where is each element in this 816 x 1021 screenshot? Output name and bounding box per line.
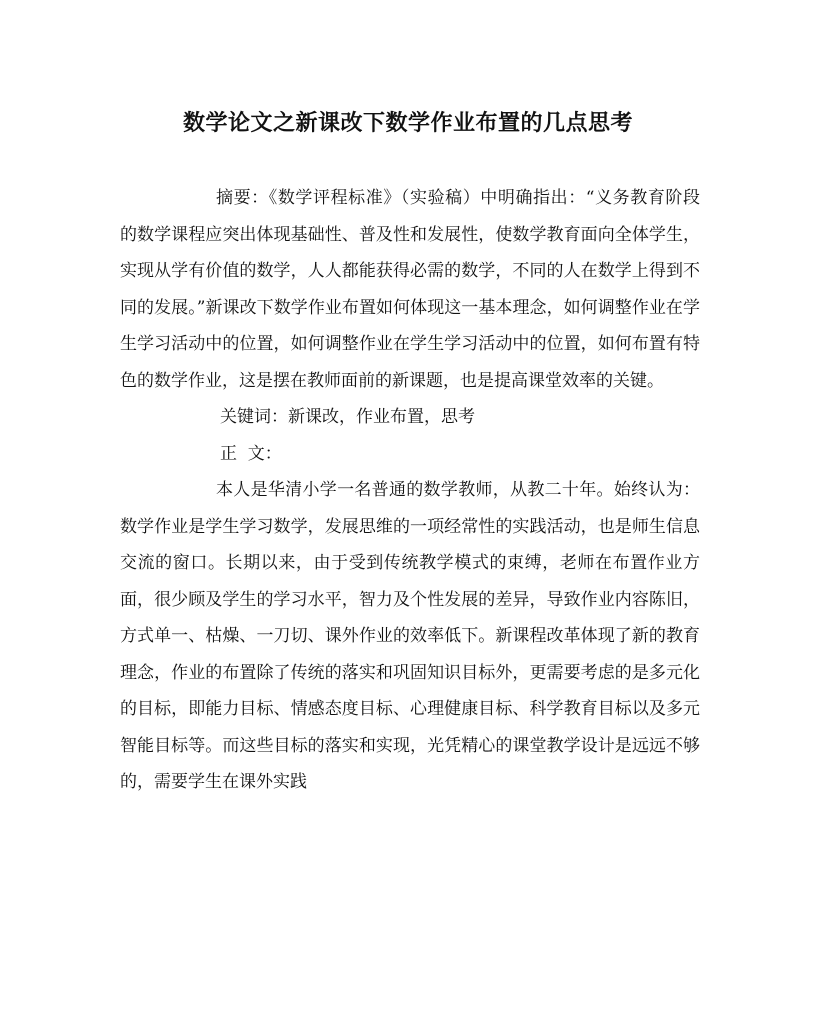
body-heading: 正 文： bbox=[220, 443, 282, 464]
keywords-line: 关键词：新课改，作业布置，思考 bbox=[220, 407, 475, 427]
document-title: 数学论文之新课改下数学作业布置的几点思考 bbox=[182, 110, 633, 136]
abstract-paragraph: 摘要：《数学评程标准》（实验稿）中明确指出：“义务教育阶段的数学课程应突出体现基础性、普及性和发展性，使数学教育面向全体学生，实现从学有价值的数学，人人都能获得必需的数学，不同的人在数学上得到不同的发展。”新课改下数学作业布置如何体现这一基本理念，如何调整作业在学生学习活动中的位置，如何调整作业在学生学习活动中的位置，如何布置有特色的数学作业，这是摆在教师面前的新课题，也是提高课堂效率的关键。 bbox=[120, 188, 700, 391]
document-body bbox=[120, 180, 700, 801]
body-paragraph: 本人是华清小学一名普通的数学教师，从教二十年。始终认为：数学作业是学生学习数学，发展思维的一项经常性的实践活动，也是师生信息交流的窗口。长期以来，由于受到传统教学模式的束缚，老师在布置作业方面，很少顾及学生的学习水平，智力及个性发展的差异，导致作业内容陈旧，方式单一、枯燥、一刀切、课外作业的效率低下。新课程改革体现了新的教育理念，作业的布置除了传统的落实和巩固知识目标外，更需要考虑的是多元化的目标，即能力目标、情感态度目标、心理健康目标、科学教育目标以及多元智能目标等。而这些目标的落实和实现，光凭精心的课堂教学设计是远远不够的，需要学生在课外实践 bbox=[120, 480, 700, 792]
